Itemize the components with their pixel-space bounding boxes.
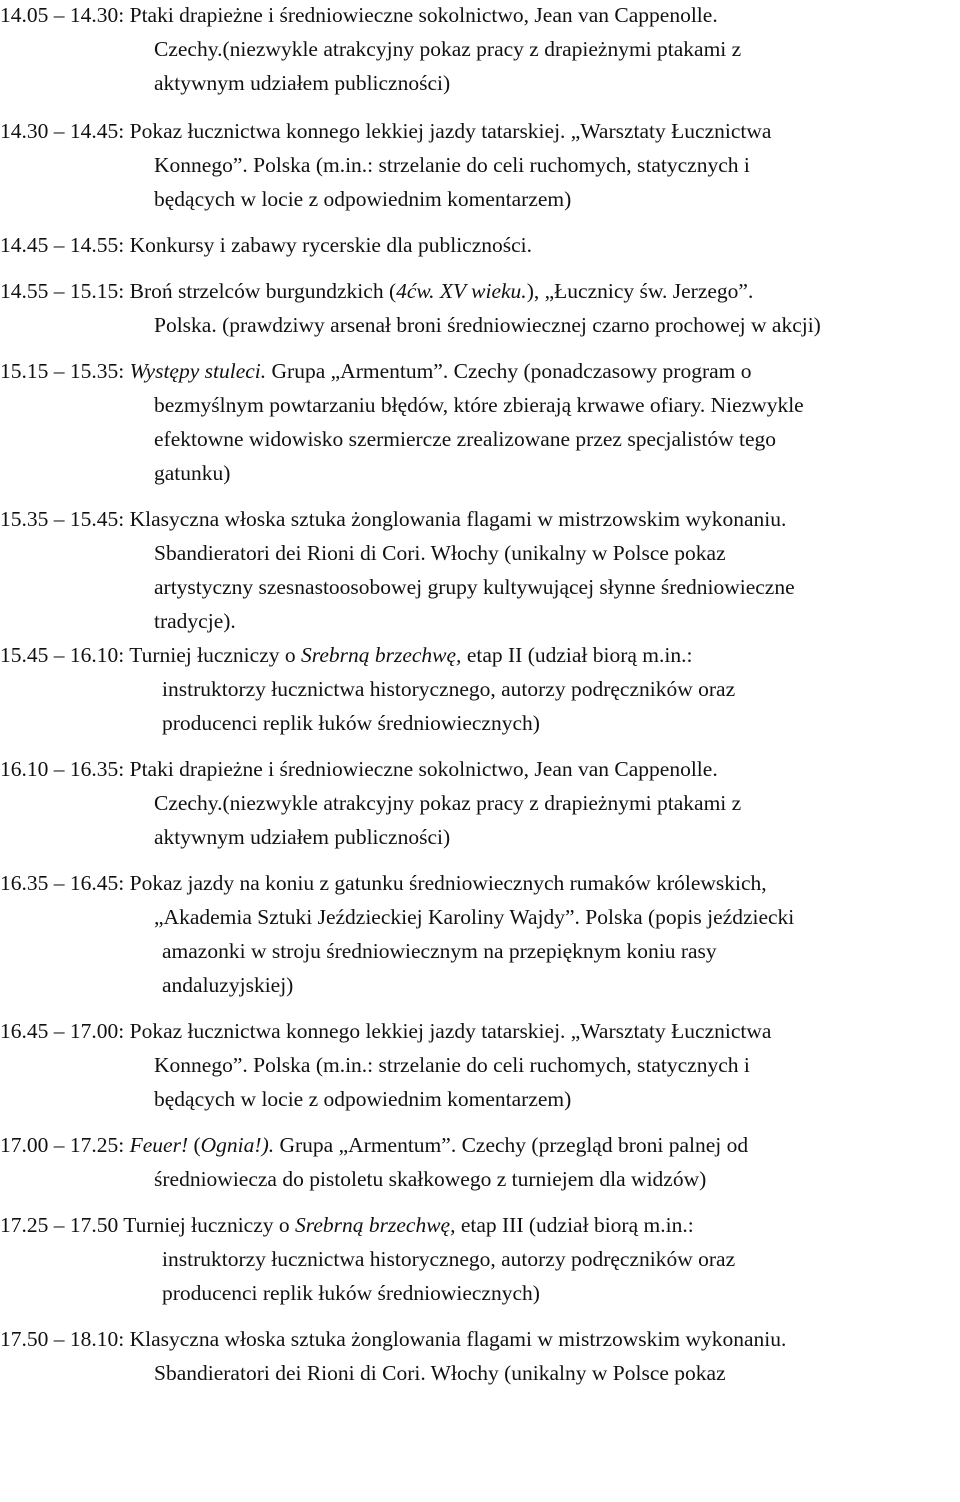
entry-text: ( <box>188 1133 201 1157</box>
spacer <box>0 1310 960 1322</box>
program-entry <box>0 1208 960 1310</box>
spacer <box>0 740 960 752</box>
program-entry <box>0 752 960 854</box>
entry-text: aktywnym udziałem publiczności) <box>154 71 451 95</box>
entry-time: 16.35 – 16.45: <box>0 871 130 895</box>
entry-text: etap III (udział biorą m.in.: <box>455 1213 694 1237</box>
entry-text: Pokaz jazdy na koniu z gatunku średniowiecznych rumaków królewskich, <box>129 871 767 895</box>
entry-text: Konkursy i zabawy rycerskie dla publiczności. <box>129 233 533 257</box>
entry-time: 16.45 – 17.00: <box>0 1019 130 1043</box>
entry-text: Czechy.(niezwykle atrakcyjny pokaz pracy z drapieżnymi ptakami z <box>154 37 742 61</box>
program-entry <box>0 1014 960 1116</box>
entry-text: Grupa „Armentum”. Czechy (ponadczasowy program o <box>266 359 752 383</box>
program-entry <box>0 502 960 638</box>
entry-line-first <box>0 354 960 388</box>
entry-text: artystyczny szesnastoosobowej grupy kultywującej słynne średniowieczne <box>154 575 795 599</box>
program-entry <box>0 114 960 216</box>
entry-text: Broń strzelców burgundzkich ( <box>129 279 397 303</box>
entry-text: Sbandieratori dei Rioni di Cori. Włochy (unikalny w Polsce pokaz <box>154 1361 726 1385</box>
spacer <box>0 854 960 866</box>
entry-text: Sbandieratori dei Rioni di Cori. Włochy (unikalny w Polsce pokaz <box>154 541 726 565</box>
entry-text: Klasyczna włoska sztuka żonglowania flagami w mistrzowskim wykonaniu. <box>129 1327 787 1351</box>
entry-line-first <box>0 0 960 32</box>
entry-time: 14.30 – 14.45: <box>0 119 130 143</box>
entry-text: instruktorzy łucznictwa historycznego, autorzy podręczników oraz <box>162 677 736 701</box>
entry-text: Turniej łuczniczy o <box>129 643 301 667</box>
entry-text: Turniej łuczniczy o <box>123 1213 296 1237</box>
entry-text: Czechy.(niezwykle atrakcyjny pokaz pracy z drapieżnymi ptakami z <box>154 791 742 815</box>
program-entry <box>0 228 960 262</box>
program-entry <box>0 354 960 490</box>
program-entry <box>0 274 960 342</box>
spacer <box>0 342 960 354</box>
entry-time: 17.25 – 17.50 <box>0 1213 124 1237</box>
spacer <box>0 490 960 502</box>
entry-text-italic: Srebrną brzechwę, <box>295 1213 456 1237</box>
entry-time: 15.15 – 15.35: <box>0 359 130 383</box>
entry-time: 15.45 – 16.10: <box>0 643 130 667</box>
entry-time: 14.05 – 14.30: <box>0 3 130 27</box>
entry-time: 17.00 – 17.25: <box>0 1133 130 1157</box>
entry-text: etap II (udział biorą m.in.: <box>461 643 693 667</box>
entry-text: Polska. (prawdziwy arsenał broni średniowiecznej czarno prochowej w akcji) <box>154 313 821 337</box>
entry-text: będących w locie z odpowiednim komentarzem) <box>154 1087 572 1111</box>
entry-text: producenci replik łuków średniowiecznych) <box>162 711 540 735</box>
entry-time: 16.10 – 16.35: <box>0 757 130 781</box>
entry-text: „Akademia Sztuki Jeździeckiej Karoliny Wajdy”. Polska (popis jeździecki <box>154 905 795 929</box>
entry-text: amazonki w stroju średniowiecznym na przepięknym koniu rasy <box>162 939 717 963</box>
spacer <box>0 102 960 114</box>
entry-text: bezmyślnym powtarzaniu błędów, które zbierają krwawe ofiary. Niezwykle <box>154 393 804 417</box>
entry-text: ), „Łucznicy św. Jerzego”. <box>526 279 754 303</box>
entry-line-first <box>0 114 960 148</box>
program-entry <box>0 1322 960 1390</box>
entry-text: Ptaki drapieżne i średniowieczne sokolnictwo, Jean van Cappenolle. <box>129 757 718 781</box>
spacer <box>0 262 960 274</box>
entry-text-italic: Występy stuleci. <box>129 359 267 383</box>
entry-text: Grupa „Armentum”. Czechy (przegląd broni palnej od <box>274 1133 749 1157</box>
entry-text-italic: 4ćw. XV wieku. <box>396 279 527 303</box>
entry-line-first <box>0 228 960 262</box>
entry-text: andaluzyjskiej) <box>162 973 294 997</box>
entry-text: instruktorzy łucznictwa historycznego, autorzy podręczników oraz <box>162 1247 736 1271</box>
entry-text: będących w locie z odpowiednim komentarzem) <box>154 187 572 211</box>
entry-time: 15.35 – 15.45: <box>0 507 130 531</box>
entry-text: Pokaz łucznictwa konnego lekkiej jazdy tatarskiej. „Warsztaty Łucznictwa <box>129 1019 772 1043</box>
entry-text: producenci replik łuków średniowiecznych) <box>162 1281 540 1305</box>
entry-line-first <box>0 274 960 308</box>
entry-text: gatunku) <box>154 461 231 485</box>
entry-time: 14.55 – 15.15: <box>0 279 130 303</box>
entry-line-first <box>0 1014 960 1048</box>
entry-text: Pokaz łucznictwa konnego lekkiej jazdy tatarskiej. „Warsztaty Łucznictwa <box>129 119 772 143</box>
entry-text: Ptaki drapieżne i średniowieczne sokolnictwo, Jean van Cappenolle. <box>129 3 718 27</box>
program-entry <box>0 0 960 100</box>
entry-line-first <box>0 866 960 900</box>
entry-text-italic: Ognia!). <box>200 1133 275 1157</box>
spacer <box>0 1116 960 1128</box>
program-entry <box>0 1128 960 1196</box>
entry-text: efektowne widowisko szermiercze zrealizowane przez specjalistów tego <box>154 427 777 451</box>
program-entry <box>0 638 960 740</box>
entry-time: 17.50 – 18.10: <box>0 1327 130 1351</box>
entry-line-first <box>0 1208 960 1242</box>
entry-text: Konnego”. Polska (m.in.: strzelanie do celi ruchomych, statycznych i <box>154 153 750 177</box>
entry-line-first <box>0 1128 960 1162</box>
entry-line-first <box>0 752 960 786</box>
entry-text-italic: Srebrną brzechwę, <box>301 643 462 667</box>
entry-text: średniowiecza do pistoletu skałkowego z turniejem dla widzów) <box>154 1167 707 1191</box>
entry-text: Konnego”. Polska (m.in.: strzelanie do celi ruchomych, statycznych i <box>154 1053 750 1077</box>
entry-line-first <box>0 1322 960 1356</box>
entry-text: Klasyczna włoska sztuka żonglowania flagami w mistrzowskim wykonaniu. <box>129 507 787 531</box>
spacer <box>0 1002 960 1014</box>
entry-line-first <box>0 638 960 672</box>
entry-time: 14.45 – 14.55: <box>0 233 130 257</box>
entry-text-italic: Feuer! <box>129 1133 189 1157</box>
spacer <box>0 216 960 228</box>
entry-line-first <box>0 502 960 536</box>
spacer <box>0 1196 960 1208</box>
program-entry <box>0 866 960 1002</box>
entry-text: tradycje). <box>154 609 236 633</box>
entry-text: aktywnym udziałem publiczności) <box>154 825 451 849</box>
